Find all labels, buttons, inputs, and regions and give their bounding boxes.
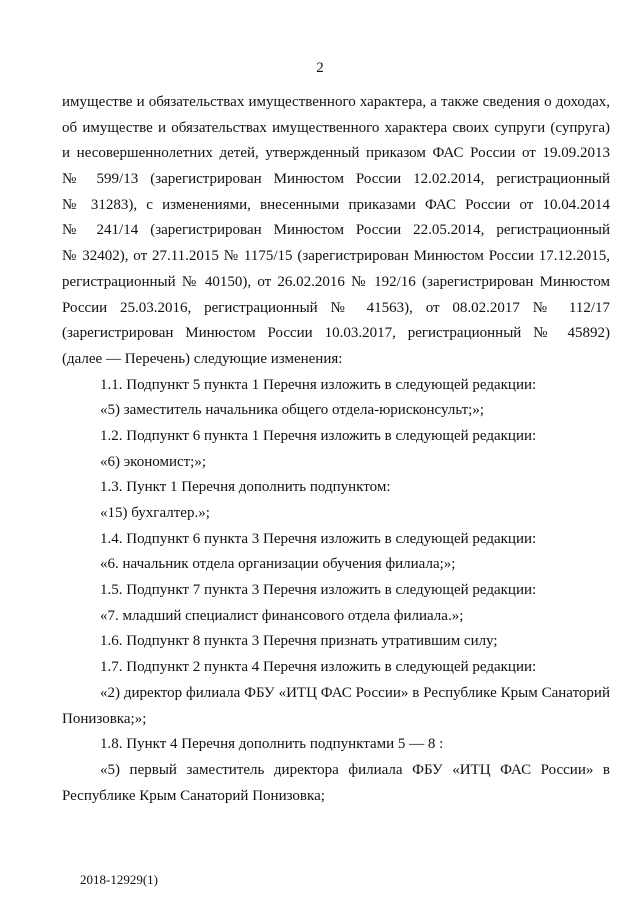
body-text (62, 90, 610, 809)
text-line: и несовершеннолетних детей, утвержденный приказом ФАС России от 19.09.2013 (62, 145, 610, 162)
text-line: «5) заместитель начальника общего отдела-юрисконсульт;»; (100, 402, 484, 419)
text-line: «6) экономист;»; (100, 453, 207, 470)
text-line: «15) бухгалтер.»; (100, 505, 210, 521)
text-line: (далее — Перечень) следующие изменения: (62, 350, 343, 367)
text-line: № 241/14 (зарегистрирован Минюстом России 22.05.2014, регистрационный (62, 222, 610, 239)
page-number: 2 (316, 60, 324, 76)
text-line: «6. начальник отдела организации обучения филиала;»; (100, 556, 456, 573)
text-line: 1.4. Подпункт 6 пункта 3 Перечня изложить в следующей редакции: (100, 530, 537, 547)
text-line: Понизовка;»; (62, 710, 147, 727)
text-line: 1.6. Подпункт 8 пункта 3 Перечня признать утратившим силу; (100, 633, 498, 650)
text-line: 1.7. Подпункт 2 пункта 4 Перечня изложить в следующей редакции: (100, 659, 537, 676)
text-line: 1.3. Пункт 1 Перечня дополнить подпунктом: (100, 479, 391, 496)
text-line: (зарегистрирован Минюстом России 10.03.2017, регистрационный № 45892) (62, 325, 610, 342)
text-line: имуществе и обязательствах имущественного характера, а также сведения о доходах, (62, 94, 610, 110)
text-line: России 25.03.2016, регистрационный № 41563), от 08.02.2017 № 112/17 (62, 299, 610, 316)
text-line: об имуществе и обязательствах имущественного характера своих супруги (супруга) (62, 119, 610, 136)
text-line: № 32402), от 27.11.2015 № 1175/15 (зарегистрирован Минюстом России 17.12.2015, (62, 248, 610, 265)
text-line: 1.8. Пункт 4 Перечня дополнить подпунктами 5 — 8 : (100, 736, 444, 753)
text-line: «5) первый заместитель директора филиала ФБУ «ИТЦ ФАС России» в (100, 761, 610, 778)
text-line: 1.5. Подпункт 7 пункта 3 Перечня изложить в следующей редакции: (100, 582, 537, 599)
text-line: № 599/13 (зарегистрирован Минюстом России 12.02.2014, регистрационный (62, 171, 610, 188)
text-line: регистрационный № 40150), от 26.02.2016 № 192/16 (зарегистрирован Минюстом (62, 273, 610, 290)
text-line: Республике Крым Санаторий Понизовка; (62, 787, 325, 804)
text-line: 1.2. Подпункт 6 пункта 1 Перечня изложить в следующей редакции: (100, 427, 537, 444)
text-line: «2) директор филиала ФБУ «ИТЦ ФАС России» в Республике Крым Санаторий (100, 684, 610, 701)
text-line: 1.1. Подпункт 5 пункта 1 Перечня изложить в следующей редакции: (100, 376, 537, 393)
document-code: 2018-12929(1) (80, 872, 158, 887)
text-line: «7. младший специалист финансового отдела филиала.»; (100, 607, 464, 624)
text-line: № 31283), с изменениями, внесенными приказами ФАС России от 10.04.2014 (62, 196, 610, 213)
